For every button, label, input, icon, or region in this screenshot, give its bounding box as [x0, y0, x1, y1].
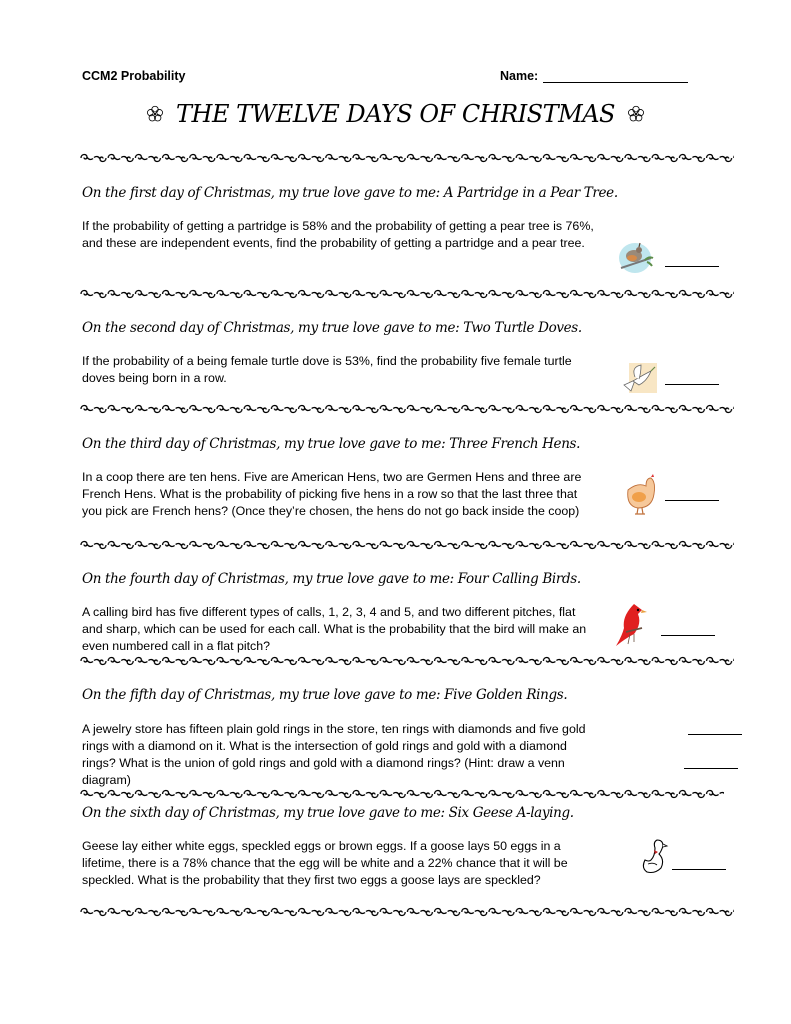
- cardinal-icon: [612, 602, 652, 648]
- decorative-border: [80, 788, 724, 800]
- answer-blank-4[interactable]: [661, 635, 715, 636]
- decorative-border: [80, 152, 734, 164]
- partridge-icon: [617, 238, 657, 278]
- decorative-border: [80, 288, 734, 300]
- name-label: Name:: [500, 69, 539, 83]
- answer-blank-6[interactable]: [672, 869, 726, 870]
- name-field-group: [500, 69, 688, 83]
- goose-icon: [641, 838, 669, 876]
- dove-icon: [621, 363, 657, 395]
- section-4-question: A calling bird has five different types of calls, 1, 2, 3, 4 and 5, and two different pitches, flat and sharp, which can be used for each call. What is the probability that the bird will make an even numbered call in a flat pitch?: [82, 605, 587, 653]
- answer-blank-2[interactable]: [665, 384, 719, 385]
- answer-blank-5a[interactable]: [688, 734, 742, 735]
- section-1-question: If the probability of getting a partridge is 58% and the probability of getting a pear tree is 76%, and these are independent events, find the probability of getting a partridge and a pear tree.: [82, 219, 594, 250]
- section-4-heading: On the fourth day of Christmas, my true love gave to me: Four Calling Birds.: [82, 571, 581, 587]
- answer-blank-5b[interactable]: [684, 768, 738, 769]
- section-6-heading: On the sixth day of Christmas, my true love gave to me: Six Geese A-laying.: [82, 805, 574, 821]
- decorative-border: [80, 906, 734, 918]
- section-3-question: In a coop there are ten hens. Five are American Hens, two are Germen Hens and three are French Hens. What is the probability of picking five hens in a row so that the last three that you pick are French hens? (Once they’re chosen, the hens do not go back inside the coop): [82, 470, 582, 518]
- answer-blank-3[interactable]: [665, 500, 719, 501]
- hen-icon: [624, 474, 660, 516]
- page-title-row: [0, 100, 791, 128]
- section-3-heading: On the third day of Christmas, my true love gave to me: Three French Hens.: [82, 436, 581, 452]
- decorative-border: [80, 403, 734, 415]
- section-1-heading: On the first day of Christmas, my true love gave to me: A Partridge in a Pear Tree.: [82, 185, 618, 201]
- section-2-question: If the probability of a being female turtle dove is 53%, find the probability five female turtle doves being born in a row.: [82, 354, 572, 385]
- flower-icon: [146, 105, 164, 123]
- decorative-border: [80, 655, 734, 667]
- name-blank[interactable]: [543, 70, 688, 83]
- section-2-heading: On the second day of Christmas, my true love gave to me: Two Turtle Doves.: [82, 320, 582, 336]
- course-label: CCM2 Probability: [82, 69, 186, 83]
- section-5-heading: On the fifth day of Christmas, my true love gave to me: Five Golden Rings.: [82, 687, 568, 703]
- decorative-border: [80, 539, 734, 551]
- page-title: THE TWELVE DAYS OF CHRISTMAS: [176, 100, 615, 128]
- section-5-question: A jewelry store has fifteen plain gold rings in the store, ten rings with diamonds and five gold rings with a diamond on it. What is the intersection of gold rings and gold with a diamond rings? What is the union of gold rings and gold with a diamond rings? (Hint: draw a venn diagram): [82, 722, 586, 787]
- section-6-question: Geese lay either white eggs, speckled eggs or brown eggs. If a goose lays 50 eggs in a lifetime, there is a 78% chance that the egg will be white and a 22% chance that it will be speckled. What is the probability that they first two eggs a goose lays are speckled?: [82, 839, 568, 887]
- answer-blank-1[interactable]: [665, 266, 719, 267]
- flower-icon: [627, 105, 645, 123]
